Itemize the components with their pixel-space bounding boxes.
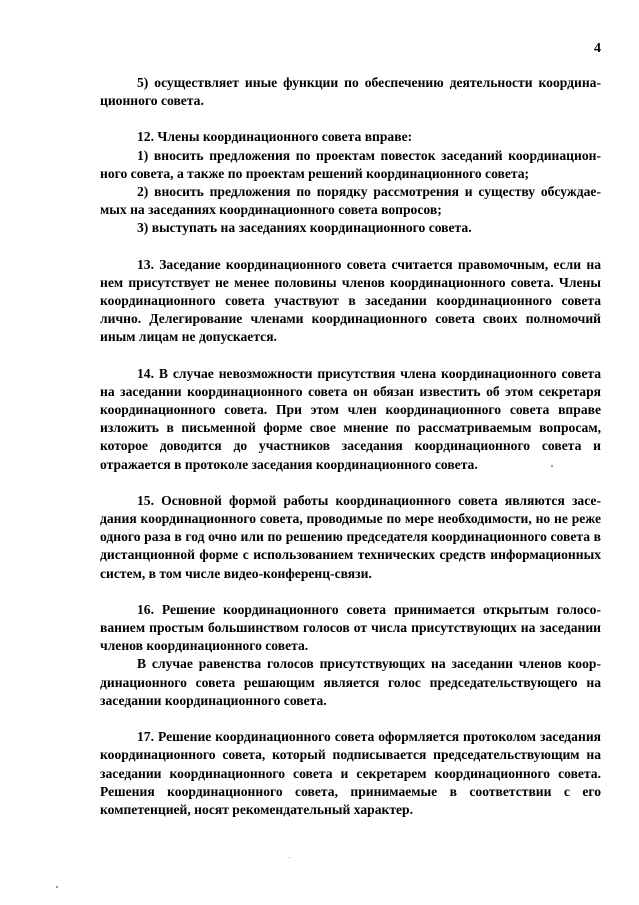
scan-speck (551, 465, 553, 467)
paragraph-15: 15. Основной формой работы координационного совета являются заседания координационного совета, проводимые по мере необходимости, но не реже одного раза в год очно или по решению председателя координационного совета в дистанционной форме с использованием технических средств информационных систем, в том числе видео-конференц-связи. (100, 492, 601, 581)
paragraph-spacer (100, 710, 601, 728)
paragraph-16-continued: В случае равенства голосов присутствующих на заседании членов координационного совета решающим является голос председательствующего на заседании координационного совета. (100, 656, 601, 708)
page-number: 4 (594, 41, 601, 56)
paragraph-spacer (100, 110, 601, 128)
paragraph-spacer (100, 474, 601, 492)
paragraph-spacer (100, 583, 601, 601)
paragraph-12-intro: 12. Члены координационного совета вправе: (137, 129, 413, 145)
scan-speck (56, 886, 58, 888)
paragraph-spacer (100, 347, 601, 365)
paragraph-spacer (100, 238, 601, 256)
paragraph-16: 16. Решение координационного совета принимается открытым голосованием простым большинством голосов от числа присутствующих на заседании членов координационного совета. (100, 601, 601, 654)
paragraph-12-item-2: 2) вносить предложения по порядку рассмотрения и существу обсуждаемых на заседаниях координационного совета вопросов; (100, 184, 601, 218)
paragraph-item-5: 5) осуществляет иные функции по обеспечению деятельности координационного совета. (100, 75, 601, 109)
scan-speck (289, 857, 290, 858)
paragraph-13: 13. Заседание координационного совета считается правомочным, если на нем присутствует не менее половины членов координационного совета. Члены координационного совета участвуют в заседании координационного совета лично. Делегирование членами координационного совета своих полномочий иным лицам не допускается. (100, 256, 601, 345)
document-body (100, 74, 601, 819)
paragraph-12-item-1: 1) вносить предложения по проектам повесток заседаний координационного совета, а также по проектам решений координационного совета; (100, 147, 601, 181)
paragraph-14: 14. В случае невозможности присутствия члена координационного совета на заседании координационного совета он обязан известить об этом секретаря координационного совета. При этом член координационного совета вправе изложить в письменной форме свое мнение по рассматриваемым вопросам, которое доводится до участников заседания координационного совета и отражается в протоколе заседания координационного совета. (100, 365, 601, 472)
paragraph-12-item-3: 3) выступать на заседаниях координационного совета. (137, 220, 472, 236)
paragraph-17: 17. Решение координационного совета оформляется протоколом заседания координационного совета, который подписывается председательствующим на заседании координационного совета и секретарем координационного совета. Решения координационного совета, принимаемые в соответствии с его компетенцией, носят рекомендательный характер. (100, 729, 601, 817)
